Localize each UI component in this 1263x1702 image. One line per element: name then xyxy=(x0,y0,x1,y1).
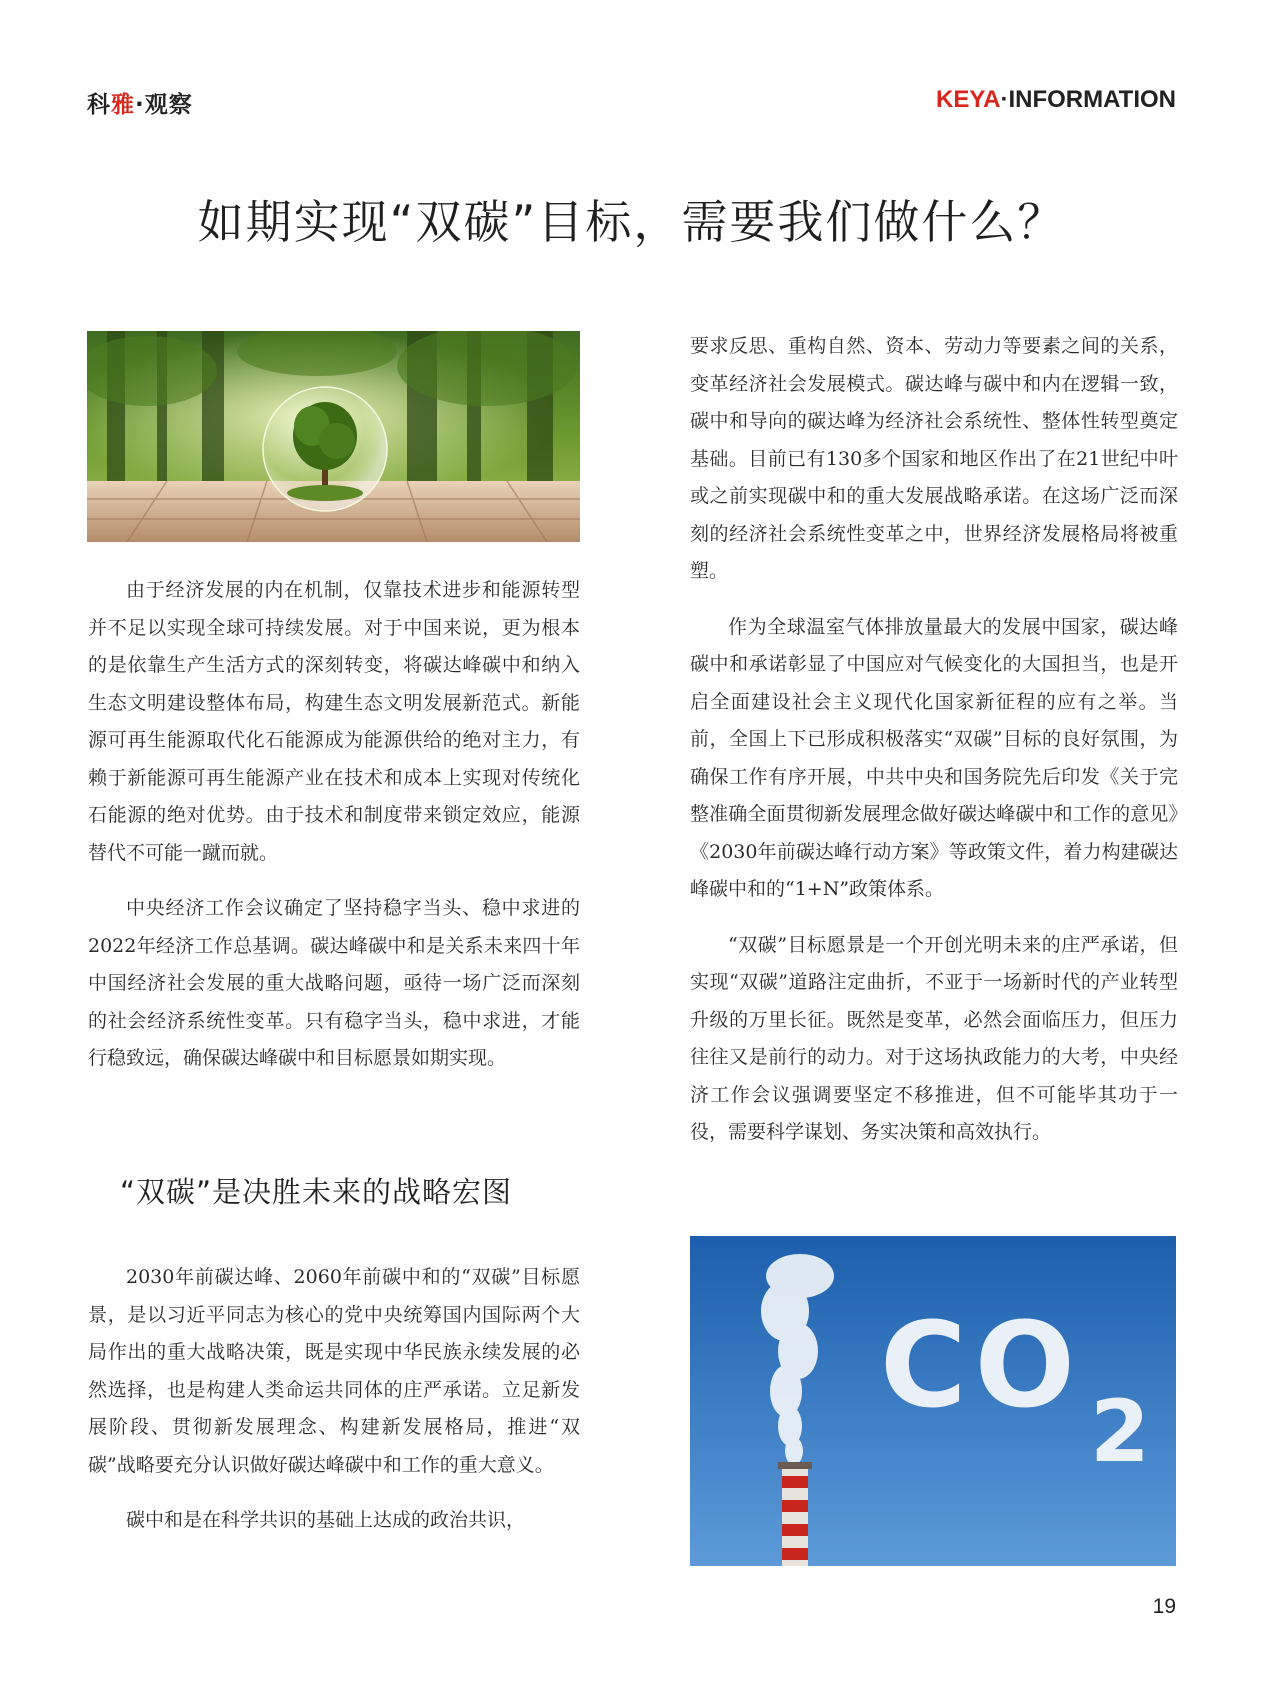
paragraph: 要求反思、重构自然、资本、劳动力等要素之间的关系，变革经济社会发展模式。碳达峰与碳中和内在逻辑一致，碳中和导向的碳达峰为经济社会系统性、整体性转型奠定基础。目前已有130多个国家和地区作出了在21世纪中叶或之前实现碳中和的重大发展战略承诺。在这场广泛而深刻的经济社会系统性变革之中，世界经济发展格局将被重塑。 xyxy=(690,335,1178,582)
brand-char-red: 雅 xyxy=(111,92,135,118)
paragraph: 由于经济发展的内在机制，仅靠技术进步和能源转型并不足以实现全球可持续发展。对于中国来说，更为根本的是依靠生产生活方式的深刻转变，将碳达峰碳中和纳入生态文明建设整体布局，构建生态文明发展新范式。新能源可再生能源取代化石能源成为能源供给的绝对主力，有赖于新能源可再生能源产业在技术和成本上实现对传统化石能源的绝对优势。由于技术和制度带来锁定效应，能源替代不可能一蹴而就。 xyxy=(88,579,580,864)
article-title: 如期实现“双碳”目标，需要我们做什么？ xyxy=(197,195,1066,249)
brand-name: KEYA xyxy=(935,86,1001,113)
section-label: ·观察 xyxy=(135,92,193,118)
page-number: 19 xyxy=(1152,1595,1176,1618)
right-column xyxy=(690,328,1178,1152)
magazine-section-header xyxy=(87,86,193,119)
left-column-top xyxy=(88,572,580,1078)
paragraph: “双碳”目标愿景是一个开创光明未来的庄严承诺，但实现“双碳”道路注定曲折，不亚于一场新时代的产业转型升级的万里长征。既然是变革，必然会面临压力，但压力往往又是前行的动力。对于这场执政能力的大考，中央经济工作会议强调要坚定不移推进，但不可能毕其功于一役，需要科学谋划、务实决策和高效执行。 xyxy=(690,933,1178,1143)
section-subheading: “双碳”是决胜未来的战略宏图 xyxy=(120,1175,513,1209)
paragraph: 2030年前碳达峰、2060年前碳中和的“双碳”目标愿景，是以习近平同志为核心的党中央统筹国内国际两个大局作出的重大战略决策，既是实现中华民族永续发展的必然选择，也是构建人类命运共同体的庄严承诺。立足新发展阶段、贯彻新发展理念、构建新发展格局，推进“双碳”战略要充分认识做好碳达峰碳中和工作的重大意义。 xyxy=(88,1266,580,1476)
paragraph: 中央经济工作会议确定了坚持稳字当头、稳中求进的2022年经济工作总基调。碳达峰碳中和是关系未来四十年中国经济社会发展的重大战略问题，亟待一场广泛而深刻的社会经济系统性变革。只有稳字当头，稳中求进，才能行稳致远，确保碳达峰碳中和目标愿景如期实现。 xyxy=(88,897,580,1069)
magazine-brand-header xyxy=(936,86,1176,114)
paragraph: 碳中和是在科学共识的基础上达成的政治共识， xyxy=(126,1509,526,1531)
paragraph: 作为全球温室气体排放量最大的发展中国家，碳达峰碳中和承诺彰显了中国应对气候变化的大国担当，也是开启全面建设社会主义现代化国家新征程的应有之举。当前，全国上下已形成积极落实“双碳”目标的良好氛围，为确保工作有序开展，中共中央和国务院先后印发《关于完整准确全面贯彻新发展理念做好碳达峰碳中和工作的意见》《2030年前碳达峰行动方案》等政策文件，着力构建碳达峰碳中和的“1+N”政策体系。 xyxy=(690,615,1178,900)
co2-smokestack-image xyxy=(690,1236,1176,1566)
left-column-bottom xyxy=(88,1259,580,1540)
co2-cloud-subscript: 2 xyxy=(1090,1382,1150,1482)
forest-globe-image xyxy=(87,331,580,542)
section-name: ·INFORMATION xyxy=(1000,86,1176,113)
brand-char: 科 xyxy=(87,92,111,118)
co2-cloud-text: CO xyxy=(880,1296,1083,1434)
